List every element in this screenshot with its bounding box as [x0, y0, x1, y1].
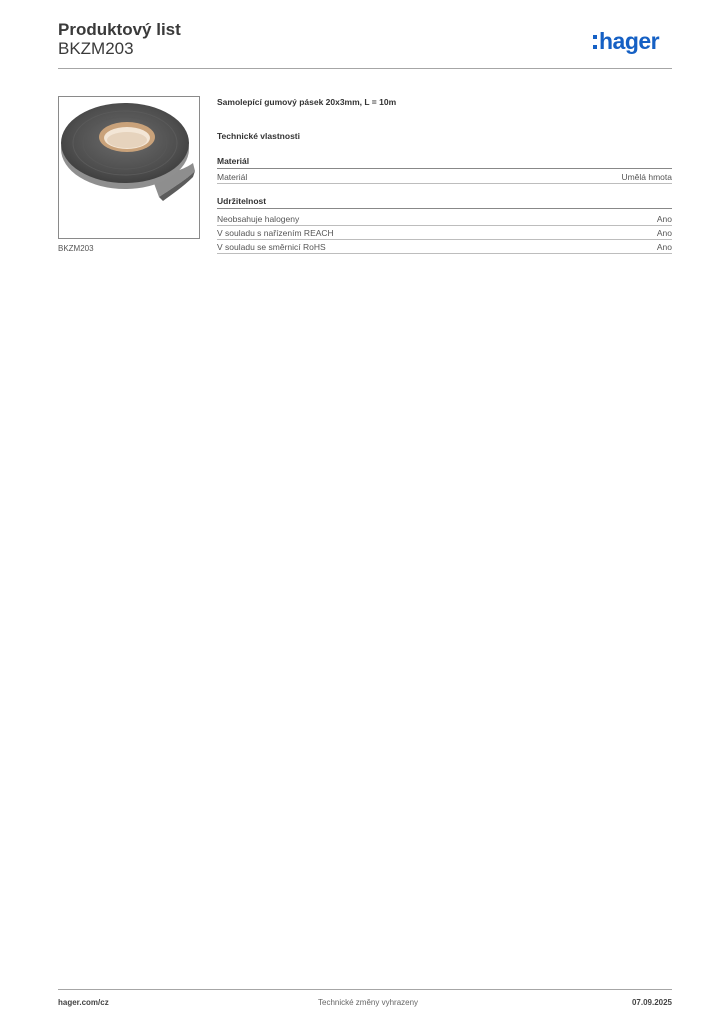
spec-label: V souladu se směrnicí RoHS: [217, 241, 326, 252]
spec-row: [217, 240, 672, 254]
logo-colon-icon: [593, 35, 597, 49]
footer-date: 07.09.2025: [631, 998, 672, 1007]
spec-row: [217, 212, 672, 226]
header-divider: [58, 68, 672, 69]
spec-row: [217, 170, 672, 184]
spec-label: V souladu s nařízením REACH: [217, 227, 334, 238]
footer-disclaimer: Technické změny vyhrazeny: [318, 998, 419, 1007]
footer-website-link[interactable]: hager.com/cz: [58, 998, 109, 1007]
spec-value: Ano: [656, 241, 672, 252]
page-title: Produktový list: [58, 20, 181, 39]
product-code: BKZM203: [58, 39, 134, 58]
product-description: Samolepící gumový pásek 20x3mm, L = 10m: [217, 97, 397, 107]
spec-label: Neobsahuje halogeny: [217, 213, 300, 224]
spec-label: Materiál: [217, 171, 248, 182]
section-heading-sustainability: Udržitelnost: [217, 196, 672, 209]
technical-heading: Technické vlastnosti: [217, 131, 300, 141]
logo-text: hager: [599, 28, 660, 54]
product-image: [58, 96, 200, 239]
tape-roll-illustration: [59, 97, 199, 238]
image-caption: BKZM203: [58, 244, 94, 253]
spec-value: Ano: [656, 227, 672, 238]
section-heading-material: Materiál: [217, 156, 672, 169]
spec-value: Ano: [656, 213, 672, 224]
spec-value: Umělá hmota: [621, 171, 672, 182]
footer-divider: [58, 989, 672, 990]
hager-logo[interactable]: [593, 27, 659, 57]
spec-row: [217, 226, 672, 240]
